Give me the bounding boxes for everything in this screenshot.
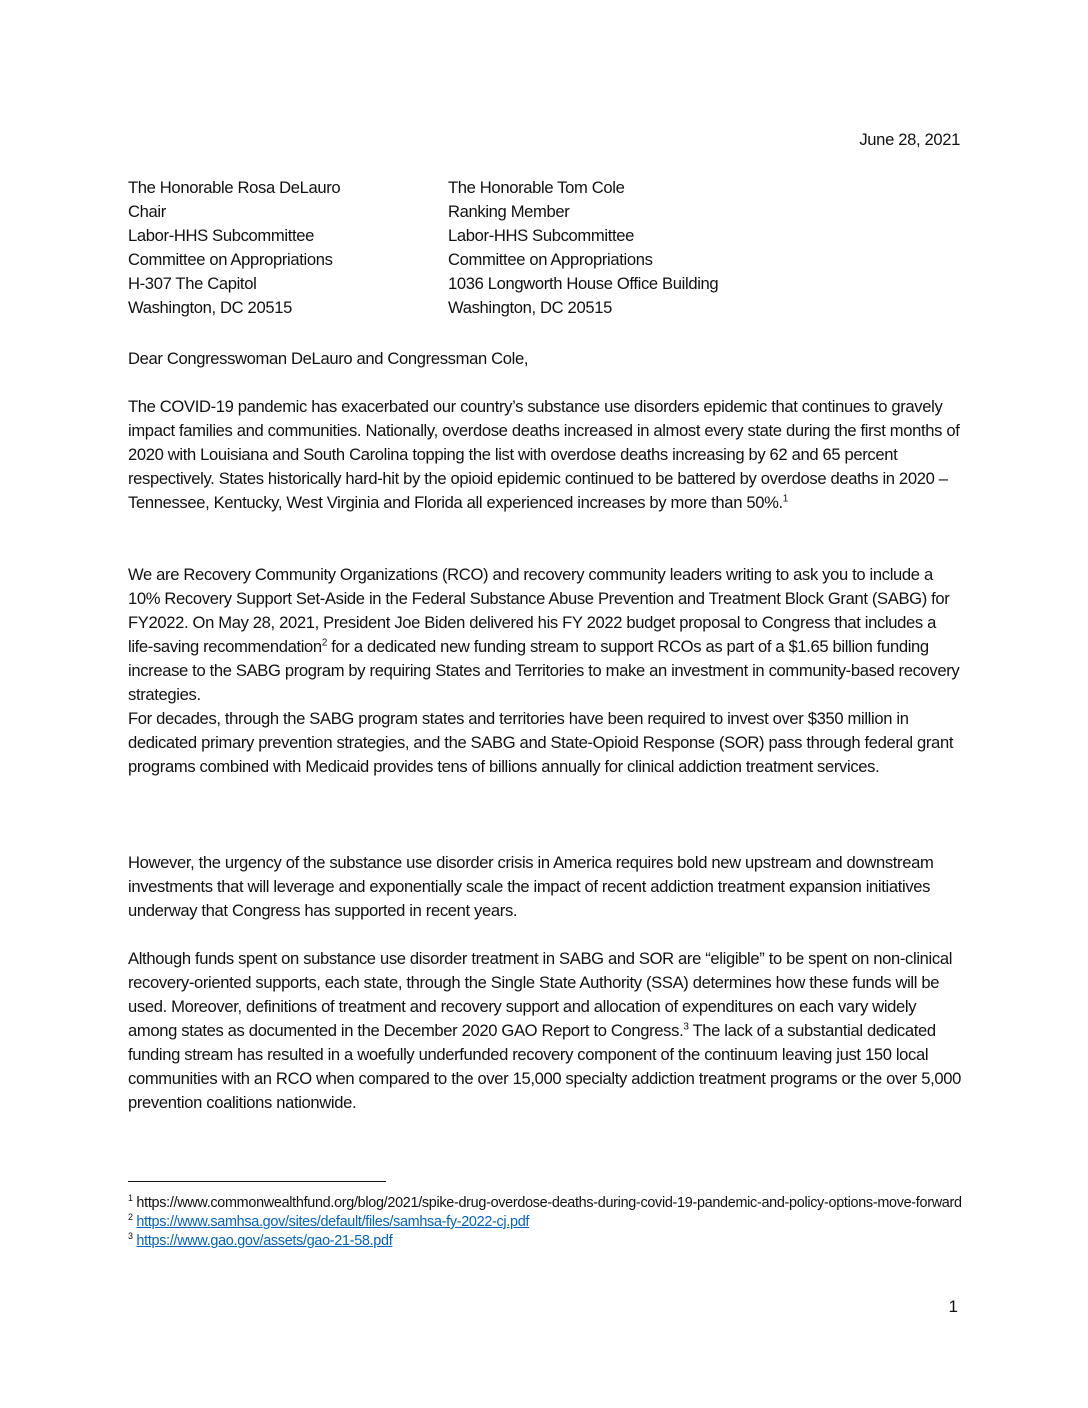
- address-line: Chair: [128, 202, 166, 221]
- address-line: Labor-HHS Subcommittee: [448, 226, 634, 245]
- footnotes: [128, 1194, 968, 1251]
- address-line: H-307 The Capitol: [128, 274, 257, 293]
- footnote-separator: [128, 1181, 386, 1182]
- paragraph-text: Although funds spent on substance use disorder treatment in SABG and SOR are “eligible” to be spent on non-clinical recovery-oriented supports, each state, through the Single State Authority (SSA) determines how these funds will be used. Moreover, definitions of treatment and recovery support and allocation of expenditures on each vary widely among states as documented in the December 2020 GAO Report to Congress.: [128, 949, 953, 1040]
- paragraph-urgency: [128, 851, 963, 923]
- footnote-1: [128, 1194, 968, 1213]
- paragraph-funding-gap: [128, 947, 963, 1115]
- paragraph-rco-request: [128, 563, 963, 707]
- footnote-ref[interactable]: 1: [782, 493, 788, 505]
- paragraph-text: The COVID-19 pandemic has exacerbated our country’s substance use disorders epidemic that continues to gravely impact families and communities. Nationally, overdose deaths increased in almost every state during the first months of 2020 with Louisiana and South Carolina topping the list with overdose deaths increasing by 62 and 65 percent respectively. States historically hard-hit by the opioid epidemic continued to be battered by overdose deaths in 2020 – Tennessee, Kentucky, West Virginia and Florida all experienced increases by more than 50%.: [128, 397, 960, 512]
- footnote-link[interactable]: https://www.gao.gov/assets/gao-21-58.pdf: [136, 1233, 393, 1249]
- address-line: 1036 Longworth House Office Building: [448, 274, 719, 293]
- footnote-link[interactable]: https://www.samhsa.gov/sites/default/files/samhsa-fy-2022-cj.pdf: [136, 1214, 530, 1230]
- paragraph-covid-impact: [128, 395, 963, 515]
- address-line: Ranking Member: [448, 202, 570, 221]
- paragraph-sabg-history: [128, 707, 963, 779]
- letter-date: June 28, 2021: [859, 130, 960, 149]
- address-line: Committee on Appropriations: [448, 250, 653, 269]
- address-line: The Honorable Rosa DeLauro: [128, 178, 341, 197]
- footnote-number: 1: [128, 1193, 133, 1204]
- address-line: Washington, DC 20515: [128, 298, 292, 317]
- paragraph-text: for a dedicated new funding stream to support RCOs as part of a $1.65 billion funding increase to the SABG program by requiring States and Territories to make an investment in community-based recovery strategies.: [128, 637, 960, 704]
- paragraph-text: For decades, through the SABG program states and territories have been required to invest over $350 million in dedicated primary prevention strategies, and the SABG and State-Opioid Response (SOR) pass through federal grant programs combined with Medicaid provides tens of billions annually for clinical addiction treatment services.: [128, 709, 954, 776]
- footnote-number: 2: [128, 1212, 133, 1223]
- paragraph-text: The lack of a substantial dedicated funding stream has resulted in a woefully underfunded recovery component of the continuum leaving just 150 local communities with an RCO when compared to the over 15,000 specialty addiction treatment programs or the over 5,000 prevention coalitions nationwide.: [128, 1021, 961, 1112]
- footnote-ref[interactable]: 3: [683, 1021, 689, 1033]
- paragraph-text: We are Recovery Community Organizations (RCO) and recovery community leaders writing to ask you to include a 10% Recovery Support Set-Aside in the Federal Substance Abuse Prevention and Treatment Block Grant (SABG) for FY2022. On May 28, 2021, President Joe Biden delivered his FY 2022 budget proposal to Congress that includes a life-saving recommendation: [128, 565, 950, 656]
- page-number: 1: [948, 1297, 958, 1316]
- footnote-number: 3: [128, 1231, 133, 1242]
- address-line: Labor-HHS Subcommittee: [128, 226, 314, 245]
- footnote-2: [128, 1213, 968, 1232]
- address-line: Washington, DC 20515: [448, 298, 612, 317]
- footnote-url: https://www.commonwealthfund.org/blog/2021/spike-drug-overdose-deaths-during-covid-19-pandemic-and-policy-options-move-forward: [136, 1195, 962, 1211]
- footnote-ref[interactable]: 2: [321, 637, 328, 649]
- recipient-address-delauro: [128, 176, 340, 320]
- recipient-address-cole: [448, 176, 718, 320]
- paragraph-text: However, the urgency of the substance use disorder crisis in America requires bold new upstream and downstream investments that will leverage and exponentially scale the impact of recent addiction treatment expansion initiatives underway that Congress has supported in recent years.: [128, 853, 934, 920]
- address-line: Committee on Appropriations: [128, 250, 333, 269]
- footnote-3: [128, 1232, 968, 1251]
- salutation: Dear Congresswoman DeLauro and Congressman Cole,: [128, 349, 529, 368]
- address-line: The Honorable Tom Cole: [448, 178, 625, 197]
